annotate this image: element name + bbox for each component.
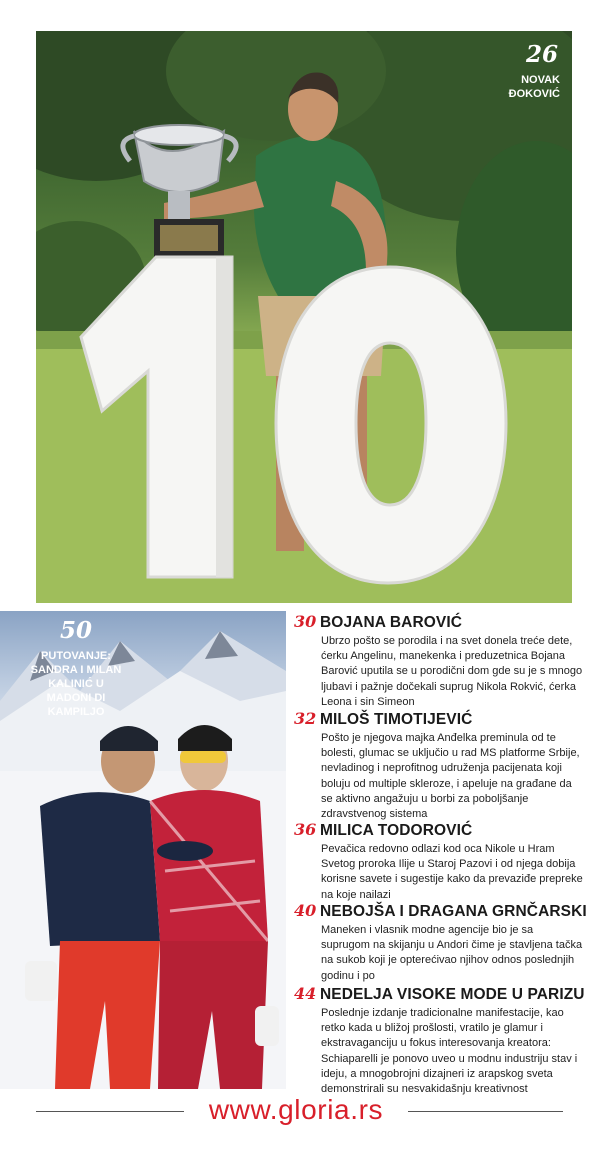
- toc-page-number: 36: [294, 820, 317, 839]
- toc-description: Pošto je njegova majka Anđelka preminula od te bolesti, glumac se uključio u rad MS platforme Srbije, nevladinog i neprofitnog udruženja pacijenata koji boluju od multiple skleroze, i apeluje na građane da se aktivno angažuju u borbi za poboljšanje zdravstvenog sistema: [321, 732, 580, 821]
- toc-title: NEDELJA VISOKE MODE U PARIZU: [320, 986, 585, 1003]
- website-link[interactable]: www.gloria.rs: [208, 1094, 384, 1125]
- toc-item-milos-timotijevic[interactable]: [294, 709, 584, 822]
- side-caption[interactable]: PUTOVANJE: SANDRA I MILAN KALINIĆ U MADONI DI KAMPILJO: [30, 650, 122, 718]
- toc-description: Maneken i vlasnik modne agencije bio je sa suprugom na skijanju u Andori čime je stavljena tačka na sukob koji je opterećivao njihov odnos poslednjih godinu i po: [321, 924, 583, 982]
- toc-description: Ubrzo pošto se porodila i na svet donela treće dete, ćerku Angelinu, manekenka i preduzetnica Bojana Barović uputila se u porodični dom gde su je s mnogo ljubavi i pažnje dočekali suprug Nikola Rokvić, ćerka Leona i sin Simeon: [321, 635, 583, 708]
- toc-item-nebojsa-i-dragana-grncarski[interactable]: [294, 901, 587, 984]
- footer-divider-right: [408, 1111, 563, 1112]
- toc-item-bojana-barovic[interactable]: [294, 612, 584, 710]
- side-photo: [0, 611, 286, 1089]
- side-page-number[interactable]: 50: [59, 617, 92, 644]
- trophy-icon: [123, 125, 236, 257]
- toc-page-number: 40: [294, 901, 317, 920]
- hero-caption[interactable]: NOVAK ĐOKOVIĆ: [508, 74, 560, 100]
- toc-description: Pevačica redovno odlazi kod oca Nikole u Hram Svetog proroka Ilije u Staroj Pazovi i od njega dobija korisne savete i sugestije kako da prevaziđe prepreke na koje nailazi: [321, 843, 583, 901]
- toc-description: Poslednje izdanje tradicionalne manifestacije, kao retko kada u bližoj prošlosti, vratilo je glamur i ekstravaganciju u fokus interesovanja kreatora: Schiaparelli je ponovo uveo u modnu industriju stav i ideju, a mnogobrojni dizajneri iz arapskog sveta demonstrirali su nesvakidašnju kreativnost: [321, 1007, 578, 1096]
- toc-title: MILICA TODOROVIĆ: [320, 822, 473, 839]
- hero-illustration: [36, 31, 572, 603]
- toc-page-number: 30: [294, 612, 317, 631]
- toc-page-number: 32: [294, 709, 317, 728]
- toc-title: BOJANA BAROVIĆ: [320, 614, 463, 631]
- toc-title: MILOŠ TIMOTIJEVIĆ: [320, 711, 473, 728]
- toc-item-nedelja-visoke-mode[interactable]: [294, 984, 584, 1097]
- hero-photo: [36, 31, 572, 603]
- toc-item-milica-todorovic[interactable]: [294, 820, 584, 903]
- footer-divider-left: [36, 1111, 184, 1112]
- hero-page-number[interactable]: 26: [525, 41, 558, 68]
- toc-title: NEBOJŠA I DRAGANA GRNČARSKI: [320, 903, 587, 920]
- toc-page-number: 44: [294, 984, 317, 1003]
